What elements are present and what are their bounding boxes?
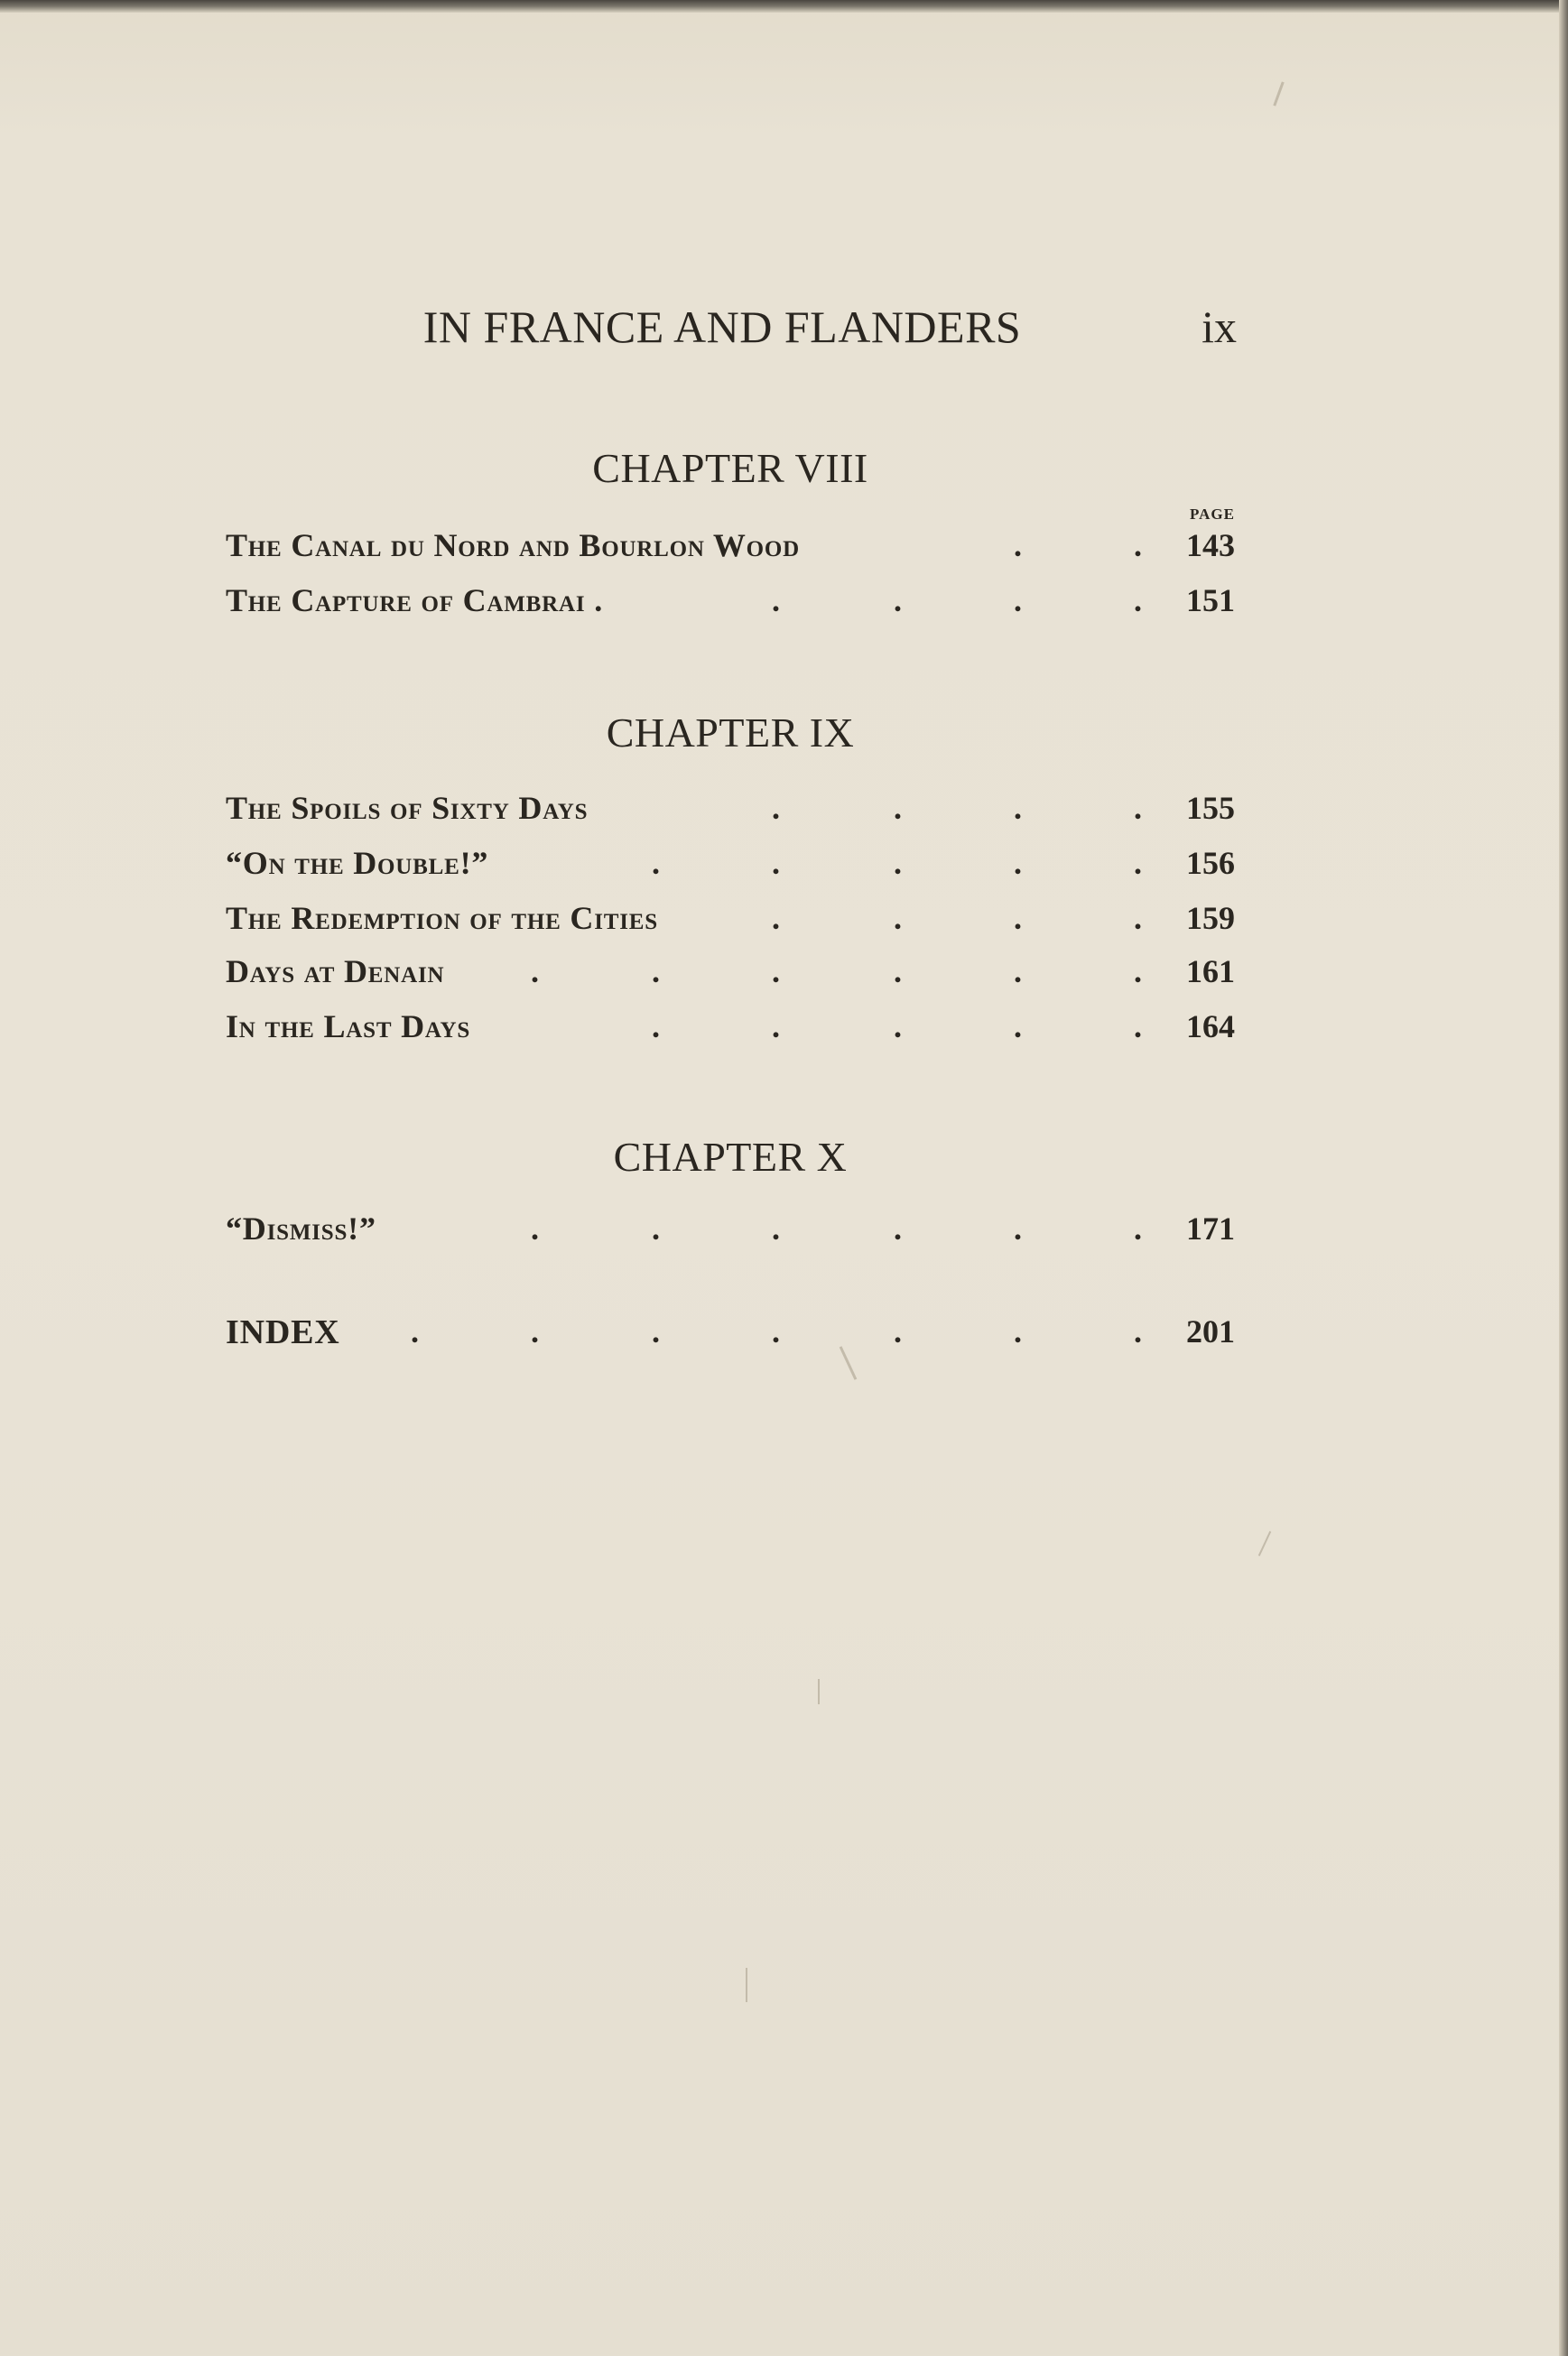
toc-entry[interactable] — [226, 789, 1235, 836]
dot-leader: . . . . — [772, 582, 1142, 618]
toc-entry[interactable] — [226, 1210, 1235, 1257]
chapter-heading: CHAPTER VIII — [592, 445, 868, 491]
toc-entry-page: 201 — [1186, 1313, 1235, 1350]
toc-entry-title: The Capture of Cambrai . — [226, 582, 603, 618]
toc-entry-page: 143 — [1186, 527, 1235, 563]
toc-entry-index[interactable] — [226, 1312, 1235, 1359]
toc-entry-page: 171 — [1186, 1210, 1235, 1247]
toc-entry-page: 161 — [1186, 953, 1235, 989]
chapter-heading: CHAPTER IX — [606, 710, 855, 756]
paper-mark — [1258, 1531, 1271, 1556]
toc-entry[interactable] — [226, 844, 1235, 891]
page-number: ix — [1202, 301, 1237, 352]
dot-leader: . . . . . . . — [411, 1313, 1142, 1350]
toc-entry-title: The Redemption of the Cities — [226, 900, 658, 936]
page-top-edge — [0, 0, 1568, 13]
toc-entry-page: 156 — [1186, 845, 1235, 881]
toc-entry-page: 151 — [1186, 582, 1235, 618]
toc-entry-title: “Dismiss!” — [226, 1210, 376, 1247]
toc-entry[interactable] — [226, 526, 1235, 573]
paper-mark — [746, 1968, 747, 2002]
paper-mark — [818, 1679, 820, 1704]
dot-leader: . . . . . . — [531, 1210, 1142, 1247]
toc-entry-title: The Spoils of Sixty Days — [226, 790, 589, 826]
dot-leader: . . . . — [772, 790, 1142, 826]
dot-leader: . . . . . — [652, 1008, 1142, 1044]
toc-entry[interactable] — [226, 581, 1235, 628]
toc-entry[interactable] — [226, 899, 1235, 946]
dot-leader: . . . . . . — [531, 953, 1142, 989]
dot-leader: . . — [1014, 527, 1142, 563]
toc-entry-title: “On the Double!” — [226, 845, 489, 881]
toc-entry-title: In the Last Days — [226, 1008, 471, 1044]
toc-entry-title: Days at Denain — [226, 953, 445, 989]
toc-entry-page: 164 — [1186, 1008, 1235, 1044]
paper-mark — [1273, 81, 1284, 106]
toc-entry-title: INDEX — [226, 1313, 340, 1351]
page-right-edge — [1559, 0, 1568, 2356]
toc-entry-page: 159 — [1186, 900, 1235, 936]
chapter-heading: CHAPTER X — [613, 1134, 848, 1180]
page-column-label: PAGE — [1190, 506, 1235, 523]
toc-entry[interactable] — [226, 952, 1235, 999]
running-title: IN FRANCE AND FLANDERS — [422, 301, 1022, 352]
toc-entry-page: 155 — [1186, 790, 1235, 826]
dot-leader: . . . . . — [652, 845, 1142, 881]
dot-leader: . . . . — [772, 900, 1142, 936]
toc-entry-title: The Canal du Nord and Bourlon Wood — [226, 527, 801, 563]
toc-entry[interactable] — [226, 1007, 1235, 1054]
